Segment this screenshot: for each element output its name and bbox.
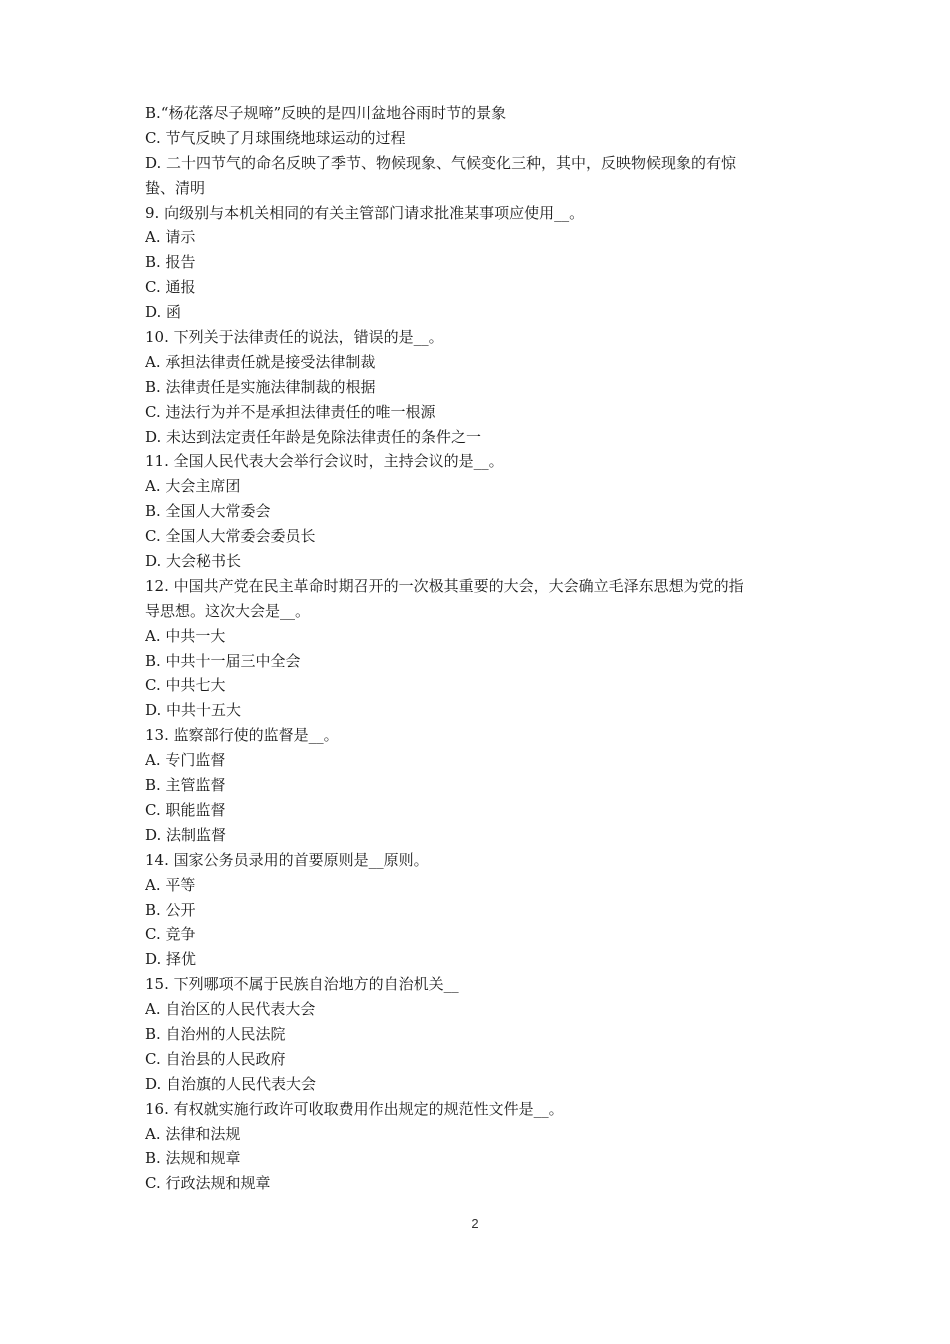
text-line: B. 报告 bbox=[145, 253, 196, 272]
text-line: A. 法律和法规 bbox=[145, 1124, 241, 1143]
text-line: B. 主管监督 bbox=[145, 776, 226, 795]
text-line: A. 承担法律责任就是接受法律制裁 bbox=[145, 352, 376, 371]
text-line: D. 二十四节气的命名反映了季节、物候现象、气候变化三种，其中，反映物候现象的有惊 bbox=[145, 153, 737, 172]
text-line: A. 请示 bbox=[145, 228, 196, 247]
text-line: C. 通报 bbox=[145, 278, 196, 297]
text-line: C. 全国人大常委会委员长 bbox=[145, 527, 316, 546]
text-line: B. 法律责任是实施法律制裁的根据 bbox=[145, 377, 376, 396]
text-line: D. 择优 bbox=[145, 950, 197, 969]
text-line: 11. 全国人民代表大会举行会议时，主持会议的是__。 bbox=[145, 452, 504, 471]
text-line: 9. 向级别与本机关相同的有关主管部门请求批准某事项应使用__。 bbox=[145, 203, 585, 222]
text-line: 15. 下列哪项不属于民族自治地方的自治机关__ bbox=[145, 975, 459, 994]
text-line: C. 违法行为并不是承担法律责任的唯一根源 bbox=[145, 402, 436, 421]
text-line: C. 节气反映了月球围绕地球运动的过程 bbox=[145, 128, 406, 147]
text-line: D. 自治旗的人民代表大会 bbox=[145, 1074, 317, 1093]
text-line: B. 全国人大常委会 bbox=[145, 502, 271, 521]
text-line: B. 自治州的人民法院 bbox=[145, 1024, 286, 1043]
text-line: 10. 下列关于法律责任的说法，错误的是__。 bbox=[145, 328, 444, 347]
text-line: C. 竞争 bbox=[145, 925, 196, 944]
text-line: 导思想。这次大会是__。 bbox=[145, 601, 311, 620]
text-line: D. 大会秘书长 bbox=[145, 552, 242, 571]
text-line: 蛰、清明 bbox=[145, 178, 206, 197]
text-line: D. 中共十五大 bbox=[145, 701, 242, 720]
text-line: A. 大会主席团 bbox=[145, 477, 241, 496]
document-body bbox=[145, 101, 817, 1196]
text-line: B. 公开 bbox=[145, 900, 196, 919]
text-line: D. 法制监督 bbox=[145, 825, 227, 844]
text-line: C. 自治县的人民政府 bbox=[145, 1049, 286, 1068]
text-line: D. 函 bbox=[145, 303, 182, 322]
text-line: B. 中共十一届三中全会 bbox=[145, 651, 301, 670]
text-line: 16. 有权就实施行政许可收取费用作出规定的规范性文件是__。 bbox=[145, 1099, 564, 1118]
text-line: 12. 中国共产党在民主革命时期召开的一次极其重要的大会，大会确立毛泽东思想为党的指 bbox=[145, 576, 744, 595]
text-line: B. 法规和规章 bbox=[145, 1149, 241, 1168]
text-line: A. 中共一大 bbox=[145, 626, 226, 645]
text-line: 14. 国家公务员录用的首要原则是__原则。 bbox=[145, 850, 429, 869]
text-line: A. 自治区的人民代表大会 bbox=[145, 1000, 316, 1019]
text-line: C. 职能监督 bbox=[145, 800, 226, 819]
text-line: A. 平等 bbox=[145, 875, 196, 894]
text-line: B.“杨花落尽子规啼”反映的是四川盆地谷雨时节的景象 bbox=[145, 104, 507, 122]
text-line: D. 未达到法定责任年龄是免除法律责任的条件之一 bbox=[145, 427, 482, 446]
text-line: 13. 监察部行使的监督是__。 bbox=[145, 726, 339, 745]
text-line: C. 行政法规和规章 bbox=[145, 1174, 271, 1193]
text-line: C. 中共七大 bbox=[145, 676, 226, 695]
text-line: A. 专门监督 bbox=[145, 751, 226, 770]
page-number: 2 bbox=[471, 1216, 479, 1231]
